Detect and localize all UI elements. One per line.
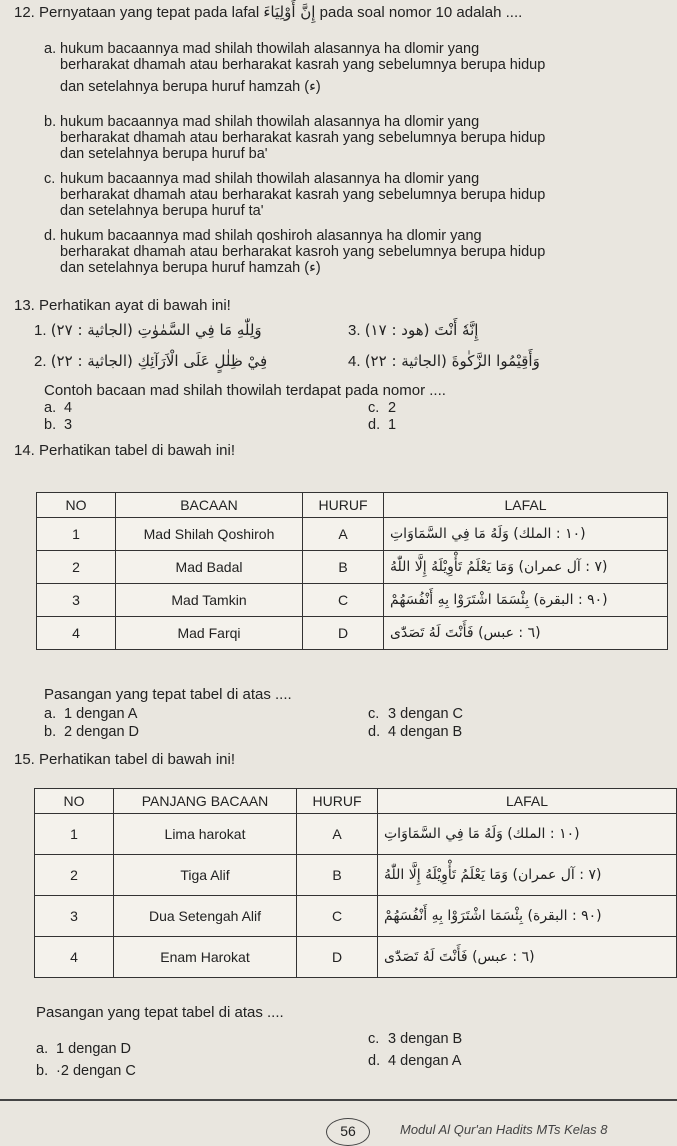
q15-row2-huruf: B bbox=[297, 855, 378, 896]
q14-row1-huruf: A bbox=[303, 518, 384, 551]
q15-row2-lafal: (٧ : آل عمران) وَمَا يَعْلَمُ تَأْوِيْلَهُ إِلَّا اللّٰهُ bbox=[378, 855, 677, 896]
q15-row3-huruf: C bbox=[297, 896, 378, 937]
q14-row3-bacaan: Mad Tamkin bbox=[116, 584, 303, 617]
q15-option-a-text: 1 dengan D bbox=[56, 1041, 132, 1057]
q12-option-b-line1: hukum bacaannya mad shilah thowilah alasannya ha dlomir yang bbox=[60, 114, 480, 130]
q15-option-d-label: d. bbox=[368, 1053, 381, 1069]
q13-option-d-text: 1 bbox=[388, 417, 397, 433]
q15-row2-bacaan: Tiga Alif bbox=[114, 855, 297, 896]
q12-stem-prefix: Pernyataan yang tepat pada lafal bbox=[39, 4, 260, 21]
q14-row3-huruf: C bbox=[303, 584, 384, 617]
q15-option-b[interactable] bbox=[36, 1063, 256, 1079]
q15-option-d-text: 4 dengan A bbox=[388, 1053, 462, 1069]
q14-header-lafal: LAFAL bbox=[384, 493, 668, 518]
q12-number: 12. bbox=[14, 4, 35, 21]
q14-option-a-text: 1 dengan A bbox=[64, 706, 138, 722]
q14-option-b[interactable] bbox=[44, 724, 244, 740]
q15-row4-huruf: D bbox=[297, 937, 378, 978]
q12-option-d[interactable] bbox=[44, 228, 664, 284]
q15-option-a[interactable] bbox=[36, 1041, 256, 1057]
q14-option-a-label: a. bbox=[44, 706, 57, 722]
q13-option-a[interactable] bbox=[44, 400, 194, 416]
q13-ayat-1-num: 1. bbox=[34, 322, 47, 339]
footer-divider bbox=[0, 1099, 677, 1101]
q13-ayat-1 bbox=[34, 322, 314, 348]
q14-row2-huruf: B bbox=[303, 551, 384, 584]
table-row bbox=[35, 937, 677, 978]
q15-number: 15. bbox=[14, 751, 35, 768]
q15-stem bbox=[14, 751, 235, 768]
q12-option-a[interactable] bbox=[44, 41, 664, 101]
q12-option-c[interactable] bbox=[44, 171, 664, 221]
q13-option-d-label: d. bbox=[368, 417, 381, 433]
q15-option-c[interactable] bbox=[368, 1031, 588, 1047]
q13-number: 13. bbox=[14, 297, 35, 314]
q15-header-no: NO bbox=[35, 789, 114, 814]
q14-stem-text: Perhatikan tabel di bawah ini! bbox=[39, 442, 235, 459]
q12-option-b[interactable] bbox=[44, 114, 664, 164]
q13-ayat-2-text: فِيْ ظِلٰلٍ عَلَى الْاَرَآئِكِ (الجاثية : ٢٢) bbox=[50, 352, 268, 370]
q13-ayat-2-num: 2. bbox=[34, 353, 47, 370]
q14-row1-no: 1 bbox=[37, 518, 116, 551]
q12-option-b-line3: dan setelahnya berupa huruf ba' bbox=[60, 146, 268, 162]
q12-stem-suffix: pada soal nomor 10 adalah .... bbox=[319, 4, 523, 21]
q15-header-lafal: LAFAL bbox=[378, 789, 677, 814]
q15-row1-bacaan: Lima harokat bbox=[114, 814, 297, 855]
q14-header-bacaan: BACAAN bbox=[116, 493, 303, 518]
q13-stem-text: Perhatikan ayat di bawah ini! bbox=[39, 297, 231, 314]
q12-option-a-label: a. bbox=[44, 41, 57, 57]
q15-row4-no: 4 bbox=[35, 937, 114, 978]
q14-row2-lafal: (٧ : آل عمران) وَمَا يَعْلَمُ تَأْوِيْلَهُ إِلَّا اللّٰهُ bbox=[384, 551, 668, 584]
q14-row3-no: 3 bbox=[37, 584, 116, 617]
q13-option-d[interactable] bbox=[368, 417, 518, 433]
q15-table-header bbox=[35, 789, 677, 814]
q12-option-d-line3: dan setelahnya berupa huruf hamzah (ء) bbox=[60, 260, 321, 276]
q13-ayat-3-num: 3. bbox=[348, 322, 361, 339]
q14-option-d-label: d. bbox=[368, 724, 381, 740]
q15-stem-text: Perhatikan tabel di bawah ini! bbox=[39, 751, 235, 768]
q13-option-b-text: 3 bbox=[64, 417, 73, 433]
q12-option-d-label: d. bbox=[44, 228, 57, 244]
q12-option-d-line1: hukum bacaannya mad shilah qoshiroh alasannya ha dlomir yang bbox=[60, 228, 482, 244]
q14-row4-no: 4 bbox=[37, 617, 116, 650]
q15-header-huruf: HURUF bbox=[297, 789, 378, 814]
q15-row3-bacaan: Dua Setengah Alif bbox=[114, 896, 297, 937]
q13-option-b-label: b. bbox=[44, 417, 57, 433]
table-row bbox=[35, 814, 677, 855]
q14-row4-lafal: (٦ : عبس) فَأَنْتَ لَهُ تَصَدّٰى bbox=[384, 617, 668, 650]
q12-option-c-line1: hukum bacaannya mad shilah thowilah alasannya ha dlomir yang bbox=[60, 171, 480, 187]
q15-option-a-label: a. bbox=[36, 1041, 49, 1057]
q15-option-b-label: b. bbox=[36, 1063, 49, 1079]
q13-option-c-label: c. bbox=[368, 400, 380, 416]
q13-option-a-label: a. bbox=[44, 400, 57, 416]
q12-option-d-line2: berharakat dhamah atau berharakat kasroh yang sebelumnya berupa hidup bbox=[60, 244, 546, 260]
q14-option-c[interactable] bbox=[368, 706, 568, 722]
table-row bbox=[37, 617, 668, 650]
table-row bbox=[35, 896, 677, 937]
q15-row1-lafal: (١٠ : الملك) وَلَهُ مَا فِي السَّمَاوَاتِ bbox=[378, 814, 677, 855]
q15-row1-no: 1 bbox=[35, 814, 114, 855]
q15-table bbox=[34, 788, 677, 978]
q13-option-a-text: 4 bbox=[64, 400, 73, 416]
q14-row2-bacaan: Mad Badal bbox=[116, 551, 303, 584]
q14-stem bbox=[14, 442, 235, 459]
q14-table-header bbox=[37, 493, 668, 518]
q14-row2-no: 2 bbox=[37, 551, 116, 584]
q14-option-d-text: 4 dengan B bbox=[388, 724, 463, 740]
q13-option-c-text: 2 bbox=[388, 400, 397, 416]
q12-option-b-line2: berharakat dhamah atau berharakat kasrah yang sebelumnya berupa hidup bbox=[60, 130, 546, 146]
table-row bbox=[37, 518, 668, 551]
q12-option-b-label: b. bbox=[44, 114, 57, 130]
q15-row3-no: 3 bbox=[35, 896, 114, 937]
q14-header-huruf: HURUF bbox=[303, 493, 384, 518]
q14-number: 14. bbox=[14, 442, 35, 459]
q15-row4-lafal: (٦ : عبس) فَأَنْتَ لَهُ تَصَدّٰى bbox=[378, 937, 677, 978]
q14-option-c-text: 3 dengan C bbox=[388, 706, 464, 722]
q14-row4-bacaan: Mad Farqi bbox=[116, 617, 303, 650]
q13-option-c[interactable] bbox=[368, 400, 518, 416]
q15-question: Pasangan yang tepat tabel di atas .... bbox=[36, 1004, 284, 1021]
q12-option-a-line3: dan setelahnya berupa huruf hamzah (ء) bbox=[60, 79, 321, 95]
q14-option-b-text: 2 dengan D bbox=[64, 724, 140, 740]
q14-row1-bacaan: Mad Shilah Qoshiroh bbox=[116, 518, 303, 551]
q12-option-c-line2: berharakat dhamah atau berharakat kasrah yang sebelumnya berupa hidup bbox=[60, 187, 546, 203]
q12-stem-arabic: إِنَّ أَوْلِيَاءَ bbox=[263, 3, 316, 21]
q13-ayat-3-text: إِنَّهٗ أَنْتَ (هود : ١٧) bbox=[364, 321, 479, 339]
q15-row1-huruf: A bbox=[297, 814, 378, 855]
q12-option-a-line1: hukum bacaannya mad shilah thowilah alasannya ha dlomir yang bbox=[60, 41, 480, 57]
q15-row3-lafal: (٩٠ : البقرة) بِئْسَمَا اشْتَرَوْا بِهِ أَنْفُسَهُمْ bbox=[378, 896, 677, 937]
q14-option-a[interactable] bbox=[44, 706, 244, 722]
q12-option-a-line2: berharakat dhamah atau berharakat kasrah yang sebelumnya berupa hidup bbox=[60, 57, 546, 73]
q14-row4-huruf: D bbox=[303, 617, 384, 650]
q15-row4-bacaan: Enam Harokat bbox=[114, 937, 297, 978]
q13-option-b[interactable] bbox=[44, 417, 194, 433]
q13-ayat-4 bbox=[348, 353, 668, 379]
footer-title: Modul Al Qur'an Hadits MTs Kelas 8 bbox=[400, 1122, 608, 1137]
q14-table bbox=[36, 492, 668, 650]
q13-ayat-4-num: 4. bbox=[348, 353, 361, 370]
q13-stem bbox=[14, 297, 231, 314]
q15-option-c-text: 3 dengan B bbox=[388, 1031, 463, 1047]
q13-question: Contoh bacaan mad shilah thowilah terdapat pada nomor .... bbox=[44, 382, 446, 399]
q13-ayat-1-text: وَلِلّٰهِ مَا فِي السَّمٰوٰتِ (الجاثية : ٢٧) bbox=[50, 321, 262, 339]
q14-header-no: NO bbox=[37, 493, 116, 518]
q12-option-c-line3: dan setelahnya berupa huruf ta' bbox=[60, 203, 264, 219]
q14-option-b-label: b. bbox=[44, 724, 57, 740]
q15-option-c-label: c. bbox=[368, 1031, 380, 1047]
q15-row2-no: 2 bbox=[35, 855, 114, 896]
q14-row3-lafal: (٩٠ : البقرة) بِئْسَمَا اشْتَرَوْا بِهِ أَنْفُسَهُمْ bbox=[384, 584, 668, 617]
page-number: 56 bbox=[326, 1118, 370, 1146]
q13-ayat-3 bbox=[348, 322, 668, 348]
q14-row1-lafal: (١٠ : الملك) وَلَهُ مَا فِي السَّمَاوَاتِ bbox=[384, 518, 668, 551]
q12-stem bbox=[14, 4, 674, 21]
table-row bbox=[37, 551, 668, 584]
table-row bbox=[35, 855, 677, 896]
q15-option-b-text: ·2 dengan C bbox=[56, 1063, 136, 1079]
q15-option-d[interactable] bbox=[368, 1053, 588, 1069]
q13-ayat-2 bbox=[34, 353, 334, 379]
q14-question: Pasangan yang tepat tabel di atas .... bbox=[44, 686, 292, 703]
q14-option-d[interactable] bbox=[368, 724, 568, 740]
q15-header-bacaan: PANJANG BACAAN bbox=[114, 789, 297, 814]
table-row bbox=[37, 584, 668, 617]
q14-option-c-label: c. bbox=[368, 706, 380, 722]
q12-option-c-label: c. bbox=[44, 171, 56, 187]
q13-ayat-4-text: وَأَقِيْمُوا الزَّكٰوةَ (الجاثية : ٢٢) bbox=[364, 352, 540, 370]
